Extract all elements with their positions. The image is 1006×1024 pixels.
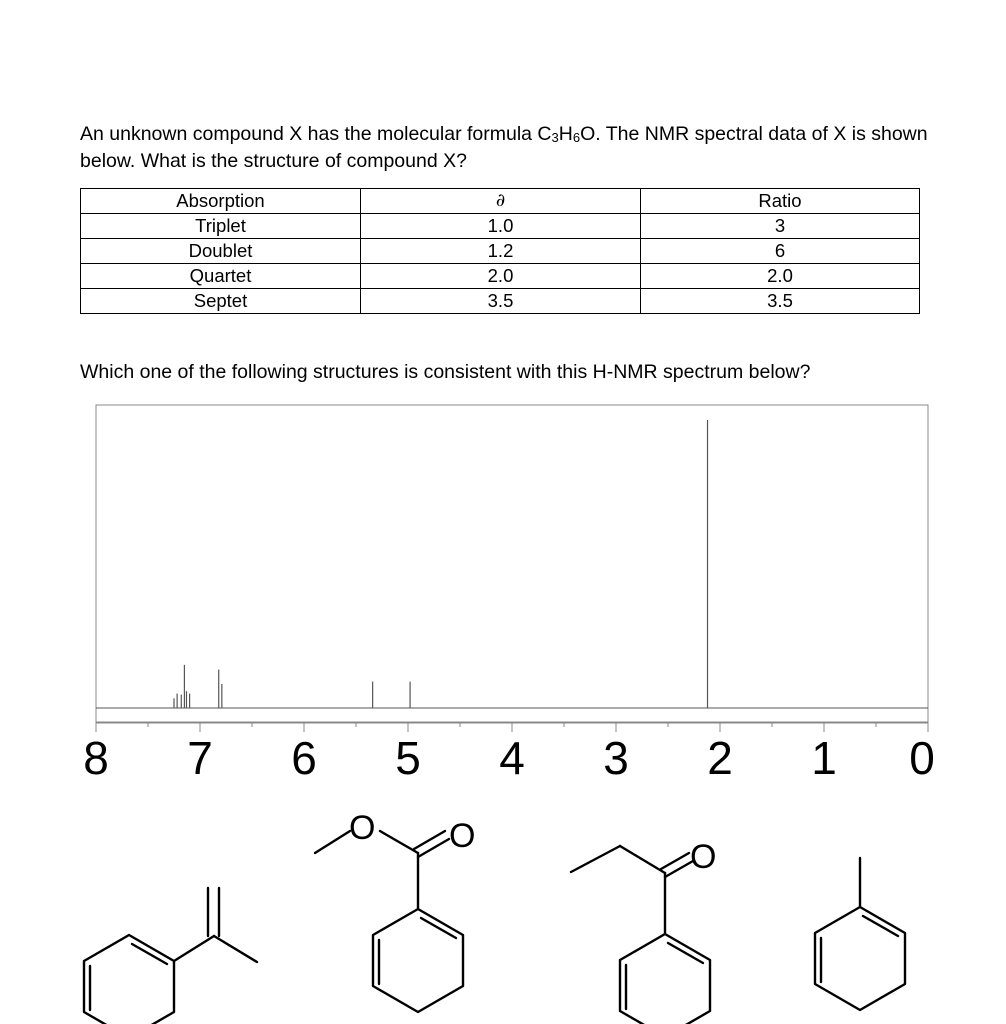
x-axis-labels — [83, 732, 935, 784]
cell-absorption: Septet — [81, 289, 361, 314]
prompt-text: Which one of the following structures is consistent with this H-NMR spectrum below? — [80, 361, 811, 383]
bond — [315, 831, 350, 853]
header-delta: ∂ — [361, 189, 641, 214]
benzene-ring — [373, 909, 463, 1012]
cell-delta: 3.5 — [361, 289, 641, 314]
bond — [214, 936, 257, 962]
table-row — [81, 214, 920, 239]
x-tick-label: 8 — [83, 732, 109, 784]
nmr-spectrum — [0, 400, 1006, 790]
benzene-ring — [620, 934, 710, 1024]
x-tick-label: 3 — [603, 732, 629, 784]
benzene-ring — [815, 907, 905, 1010]
answer-structures — [0, 795, 1006, 1024]
cell-ratio: 3 — [641, 214, 920, 239]
oxygen-label: O — [449, 817, 476, 855]
table-row — [81, 239, 920, 264]
oxygen-label: O — [349, 809, 376, 847]
spectrum-peaks — [174, 420, 708, 708]
nmr-data-table — [80, 188, 920, 314]
x-tick-label: 5 — [395, 732, 421, 784]
double-bond-line — [414, 831, 445, 849]
cell-ratio: 3.5 — [641, 289, 920, 314]
bond — [380, 831, 418, 853]
table-row — [81, 289, 920, 314]
x-tick-label: 4 — [499, 732, 525, 784]
cell-delta: 1.2 — [361, 239, 641, 264]
cell-ratio: 2.0 — [641, 264, 920, 289]
oxygen-label: O — [690, 838, 717, 876]
x-tick-label: 0 — [909, 732, 935, 784]
cell-absorption: Quartet — [81, 264, 361, 289]
x-tick-label: 6 — [291, 732, 317, 784]
table-row — [81, 264, 920, 289]
cell-delta: 2.0 — [361, 264, 641, 289]
double-bond-line — [418, 839, 449, 857]
header-absorption: Absorption — [81, 189, 361, 214]
benzene-ring — [84, 935, 174, 1024]
x-tick-label: 1 — [811, 732, 837, 784]
x-tick-label: 7 — [187, 732, 213, 784]
structure-a — [84, 888, 257, 1024]
cell-ratio: 6 — [641, 239, 920, 264]
cell-absorption: Triplet — [81, 214, 361, 239]
x-tick-label: 2 — [707, 732, 733, 784]
bond — [620, 846, 665, 873]
bond — [571, 846, 620, 872]
spectrum-frame — [96, 405, 928, 723]
cell-absorption: Doublet — [81, 239, 361, 264]
bond — [174, 936, 214, 961]
table-header-row — [81, 189, 920, 214]
question-text: An unknown compound X has the molecular formula $C_3H_6O$. The NMR spectral data of X is shown below. What is the structure of compound X? — [80, 123, 928, 172]
structure-d — [815, 858, 905, 1010]
header-ratio: Ratio — [641, 189, 920, 214]
cell-delta: 1.0 — [361, 214, 641, 239]
structure-b — [315, 831, 463, 1012]
